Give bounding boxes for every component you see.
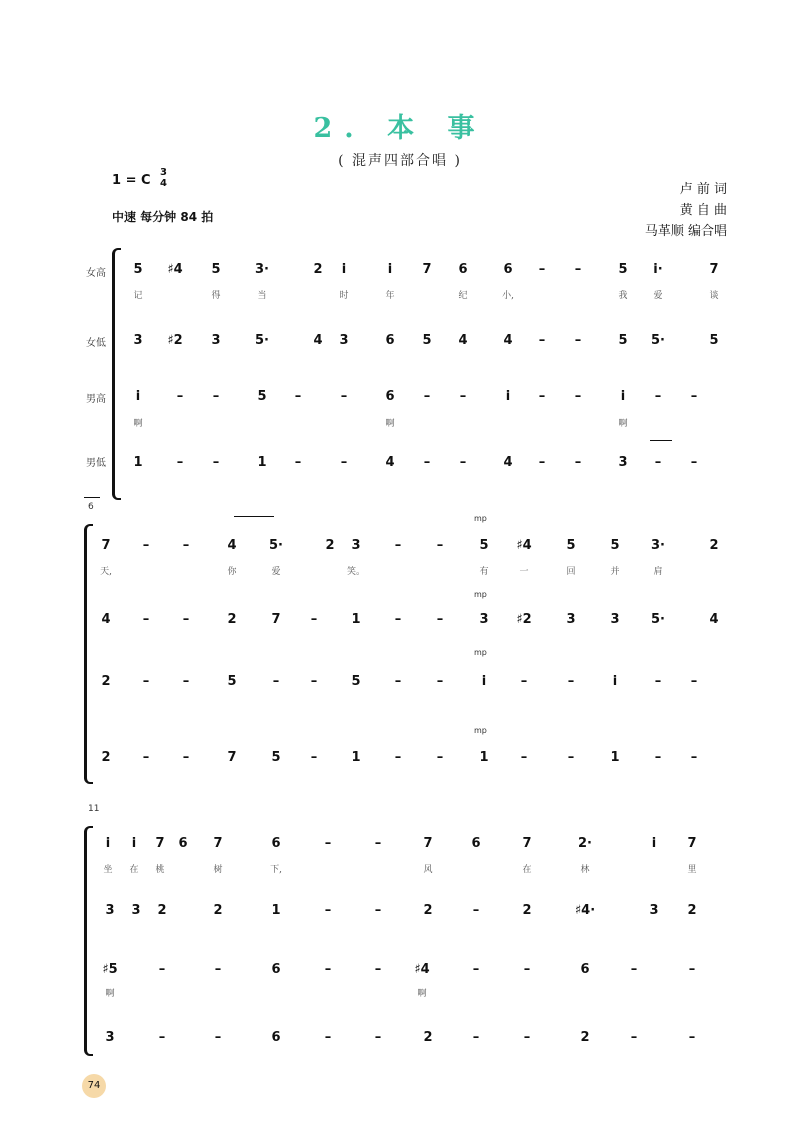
bass-note: – — [654, 750, 662, 765]
tenor-note: – — [310, 674, 318, 689]
soprano-lyric: 在 — [129, 865, 139, 875]
soprano-note: – — [394, 538, 402, 553]
song-title: 2. 本 事 — [313, 113, 487, 144]
tenor-note: 2 — [101, 674, 111, 689]
tenor-note: ♯5 — [102, 962, 118, 977]
soprano-lyric: 我 — [618, 291, 628, 301]
bass-note: – — [142, 750, 150, 765]
alto-note: 4 — [101, 612, 111, 627]
tenor-note: i — [612, 674, 618, 689]
bass-note: 4 — [385, 455, 395, 470]
tenor-note: – — [574, 389, 582, 404]
tenor-note: – — [472, 962, 480, 977]
time-signature — [160, 167, 167, 189]
soprano-note: 7 — [687, 836, 697, 851]
soprano-note: 5 — [133, 262, 143, 277]
soprano-note: 7 — [522, 836, 532, 851]
bass-note: – — [158, 1030, 166, 1045]
soprano-lyric: 坐 — [103, 865, 113, 875]
alto-note: ♯2 — [516, 612, 532, 627]
dynamic-mark: mp — [474, 514, 487, 523]
alto-note: 3 — [649, 903, 659, 918]
bass-note: – — [212, 455, 220, 470]
bass-note: 1 — [479, 750, 489, 765]
soprano-lyric: 天, — [100, 567, 112, 577]
tenor-note: – — [523, 962, 531, 977]
bass-note: – — [310, 750, 318, 765]
soprano-note: 5 — [610, 538, 620, 553]
bass-note: 1 — [133, 455, 143, 470]
soprano-note: 7 — [423, 836, 433, 851]
soprano-lyric: 当 — [257, 291, 267, 301]
tie-line — [650, 440, 672, 441]
tenor-note: 5 — [227, 674, 237, 689]
tenor-note: i — [620, 389, 626, 404]
soprano-lyric: 得 — [211, 291, 221, 301]
soprano-lyric: 树 — [213, 865, 223, 875]
alto-note: ♯4· — [574, 903, 596, 918]
tempo-marking: 中速 每分钟 84 拍 — [112, 210, 214, 224]
bass-note: – — [630, 1030, 638, 1045]
tenor-note: 5 — [351, 674, 361, 689]
alto-note: – — [394, 612, 402, 627]
tenor-note: i — [135, 389, 141, 404]
measure-number-overline — [84, 497, 100, 498]
soprano-note: i — [131, 836, 137, 851]
soprano-note: i· — [653, 262, 663, 277]
tenor-note: – — [142, 674, 150, 689]
bass-note: – — [538, 455, 546, 470]
composer-credit: 黄 自 曲 — [679, 203, 727, 218]
time-signature-top: 3 — [160, 167, 167, 178]
tenor-note: – — [459, 389, 467, 404]
soprano-note: 6 — [271, 836, 281, 851]
soprano-note: 6 — [458, 262, 468, 277]
alto-note: – — [182, 612, 190, 627]
bass-note: – — [472, 1030, 480, 1045]
soprano-note: – — [324, 836, 332, 851]
soprano-note: – — [436, 538, 444, 553]
soprano-note: i — [341, 262, 347, 277]
alto-note: 5 — [618, 333, 628, 348]
tenor-lyric: 啊 — [385, 419, 395, 429]
soprano-note: 3 — [351, 538, 361, 553]
alto-note: 3 — [566, 612, 576, 627]
soprano-lyric: 林 — [580, 865, 590, 875]
soprano-note: 7 — [155, 836, 165, 851]
soprano-lyric: 回 — [566, 567, 576, 577]
alto-note: 2 — [227, 612, 237, 627]
alto-note: 4 — [709, 612, 719, 627]
arranger-credit: 马革顺 编合唱 — [644, 224, 727, 239]
soprano-lyric: 有 — [479, 567, 489, 577]
soprano-note: i — [651, 836, 657, 851]
soprano-note: 5 — [211, 262, 221, 277]
soprano-note: 6 — [471, 836, 481, 851]
soprano-lyric: 爱 — [653, 291, 663, 301]
alto-note: 3 — [131, 903, 141, 918]
bass-note: 1 — [610, 750, 620, 765]
soprano-lyric: 记 — [133, 291, 143, 301]
alto-note: 2 — [213, 903, 223, 918]
tenor-note: – — [567, 674, 575, 689]
tenor-note: – — [654, 674, 662, 689]
alto-note: – — [374, 903, 382, 918]
tenor-note: – — [520, 674, 528, 689]
tenor-note: – — [324, 962, 332, 977]
alto-note: 2 — [157, 903, 167, 918]
bass-note: 3 — [105, 1030, 115, 1045]
bass-note: 5 — [271, 750, 281, 765]
tenor-note: – — [690, 674, 698, 689]
alto-note: 2 — [423, 903, 433, 918]
tenor-lyric: 啊 — [417, 989, 427, 999]
bass-note: – — [574, 455, 582, 470]
bass-note: 6 — [271, 1030, 281, 1045]
soprano-lyric: 时 — [339, 291, 349, 301]
tenor-note: – — [688, 962, 696, 977]
soprano-lyric: 在 — [522, 865, 532, 875]
soprano-lyric: 爱 — [271, 567, 281, 577]
bass-note: – — [567, 750, 575, 765]
tenor-note: – — [538, 389, 546, 404]
soprano-note: – — [574, 262, 582, 277]
alto-note: 7 — [271, 612, 281, 627]
system-1-bracket — [112, 248, 121, 500]
soprano-note: i — [387, 262, 393, 277]
alto-note: – — [142, 612, 150, 627]
tenor-note: – — [436, 674, 444, 689]
soprano-lyric: 里 — [687, 865, 697, 875]
soprano-lyric: 小, — [502, 291, 514, 301]
bass-note: 1 — [257, 455, 267, 470]
bass-note: – — [654, 455, 662, 470]
dynamic-mark: mp — [474, 726, 487, 735]
soprano-note: 5· — [269, 538, 283, 553]
alto-note: 5 — [709, 333, 719, 348]
soprano-lyric: 并 — [610, 567, 620, 577]
tenor-note: 5 — [257, 389, 267, 404]
alto-note: 2 — [522, 903, 532, 918]
soprano-note: – — [538, 262, 546, 277]
tenor-note: – — [690, 389, 698, 404]
alto-note: 6 — [385, 333, 395, 348]
soprano-note: 7 — [213, 836, 223, 851]
soprano-note: 2· — [578, 836, 592, 851]
alto-note: 1 — [271, 903, 281, 918]
bass-note: – — [394, 750, 402, 765]
bass-note: – — [523, 1030, 531, 1045]
soprano-note: 2 — [709, 538, 719, 553]
measure-number-11: 11 — [88, 804, 100, 814]
bass-note: 2 — [101, 750, 111, 765]
alto-note: 3 — [105, 903, 115, 918]
soprano-lyric: 你 — [227, 567, 237, 577]
alto-note: 3 — [133, 333, 143, 348]
tenor-note: 6 — [385, 389, 395, 404]
soprano-note: 2 — [325, 538, 335, 553]
alto-note: 4 — [458, 333, 468, 348]
tenor-note: – — [423, 389, 431, 404]
soprano-lyric: 一 — [519, 567, 529, 577]
bass-note: – — [214, 1030, 222, 1045]
alto-note: 3 — [479, 612, 489, 627]
tenor-lyric: 啊 — [133, 419, 143, 429]
soprano-lyric: 桃 — [155, 865, 165, 875]
bass-note: – — [182, 750, 190, 765]
soprano-note: 7 — [422, 262, 432, 277]
soprano-note: ♯4 — [516, 538, 532, 553]
soprano-lyric: 谈 — [709, 291, 719, 301]
bass-note: 7 — [227, 750, 237, 765]
soprano-lyric: 肩 — [653, 567, 663, 577]
soprano-note: ♯4 — [167, 262, 183, 277]
alto-note: – — [324, 903, 332, 918]
voice-label-soprano: 女高 — [86, 268, 106, 279]
soprano-note: 7 — [101, 538, 111, 553]
tenor-note: – — [182, 674, 190, 689]
soprano-note: 3· — [651, 538, 665, 553]
soprano-note: 7 — [709, 262, 719, 277]
soprano-note: 2 — [313, 262, 323, 277]
tenor-note: – — [340, 389, 348, 404]
alto-note: 5· — [651, 333, 665, 348]
tenor-note: i — [481, 674, 487, 689]
bass-note: 4 — [503, 455, 513, 470]
bass-note: – — [436, 750, 444, 765]
bass-note: – — [459, 455, 467, 470]
voice-label-bass: 男低 — [86, 458, 106, 469]
tenor-note: – — [374, 962, 382, 977]
dynamic-mark: mp — [474, 648, 487, 657]
bass-note: 2 — [423, 1030, 433, 1045]
key-signature: 1 = C — [112, 173, 151, 188]
bass-note: 2 — [580, 1030, 590, 1045]
tenor-note: – — [272, 674, 280, 689]
bass-note: – — [340, 455, 348, 470]
page-number: 74 — [82, 1074, 106, 1098]
alto-note: 4 — [503, 333, 513, 348]
tenor-lyric: 啊 — [618, 419, 628, 429]
alto-note: 5· — [255, 333, 269, 348]
tenor-note: – — [654, 389, 662, 404]
alto-note: 4 — [313, 333, 323, 348]
soprano-lyric: 纪 — [458, 291, 468, 301]
soprano-note: 6 — [178, 836, 188, 851]
soprano-note: 5 — [618, 262, 628, 277]
alto-note: 1 — [351, 612, 361, 627]
measure-number-6: 6 — [88, 502, 94, 512]
tenor-note: – — [176, 389, 184, 404]
soprano-lyric: 下, — [270, 865, 282, 875]
bass-note: 3 — [618, 455, 628, 470]
lyricist-credit: 卢 前 词 — [679, 182, 727, 197]
time-signature-bottom: 4 — [160, 178, 167, 189]
song-subtitle: ( 混声四部合唱 ) — [338, 153, 462, 169]
alto-note: – — [574, 333, 582, 348]
bass-note: – — [520, 750, 528, 765]
tenor-note: – — [212, 389, 220, 404]
soprano-note: – — [142, 538, 150, 553]
system-2-bracket — [84, 524, 93, 784]
bass-note: – — [690, 455, 698, 470]
tenor-note: ♯4 — [414, 962, 430, 977]
tenor-note: – — [214, 962, 222, 977]
voice-label-tenor: 男高 — [86, 394, 106, 405]
tenor-note: – — [294, 389, 302, 404]
alto-note: – — [436, 612, 444, 627]
soprano-note: 4 — [227, 538, 237, 553]
slur-line — [234, 516, 274, 517]
soprano-note: i — [105, 836, 111, 851]
tenor-note: – — [630, 962, 638, 977]
alto-note: ♯2 — [167, 333, 183, 348]
soprano-note: 5 — [479, 538, 489, 553]
bass-note: – — [690, 750, 698, 765]
alto-note: 3 — [610, 612, 620, 627]
bass-note: – — [294, 455, 302, 470]
bass-note: 1 — [351, 750, 361, 765]
tenor-note: i — [505, 389, 511, 404]
soprano-lyric: 笑。 — [346, 567, 366, 577]
alto-note: 3 — [339, 333, 349, 348]
soprano-note: 3· — [255, 262, 269, 277]
alto-note: 2 — [687, 903, 697, 918]
voice-label-alto: 女低 — [86, 338, 106, 349]
alto-note: 5· — [651, 612, 665, 627]
bass-note: – — [688, 1030, 696, 1045]
system-3-bracket — [84, 826, 93, 1056]
soprano-note: 6 — [503, 262, 513, 277]
bass-note: – — [423, 455, 431, 470]
bass-note: – — [374, 1030, 382, 1045]
alto-note: 3 — [211, 333, 221, 348]
tenor-lyric: 啊 — [105, 989, 115, 999]
soprano-lyric: 年 — [385, 291, 395, 301]
alto-note: – — [538, 333, 546, 348]
tenor-note: – — [158, 962, 166, 977]
tenor-note: 6 — [271, 962, 281, 977]
tenor-note: – — [394, 674, 402, 689]
soprano-note: – — [374, 836, 382, 851]
bass-note: – — [176, 455, 184, 470]
soprano-note: – — [182, 538, 190, 553]
bass-note: – — [324, 1030, 332, 1045]
alto-note: – — [310, 612, 318, 627]
alto-note: 5 — [422, 333, 432, 348]
alto-note: – — [472, 903, 480, 918]
dynamic-mark: mp — [474, 590, 487, 599]
soprano-note: 5 — [566, 538, 576, 553]
soprano-lyric: 风 — [423, 865, 433, 875]
tenor-note: 6 — [580, 962, 590, 977]
